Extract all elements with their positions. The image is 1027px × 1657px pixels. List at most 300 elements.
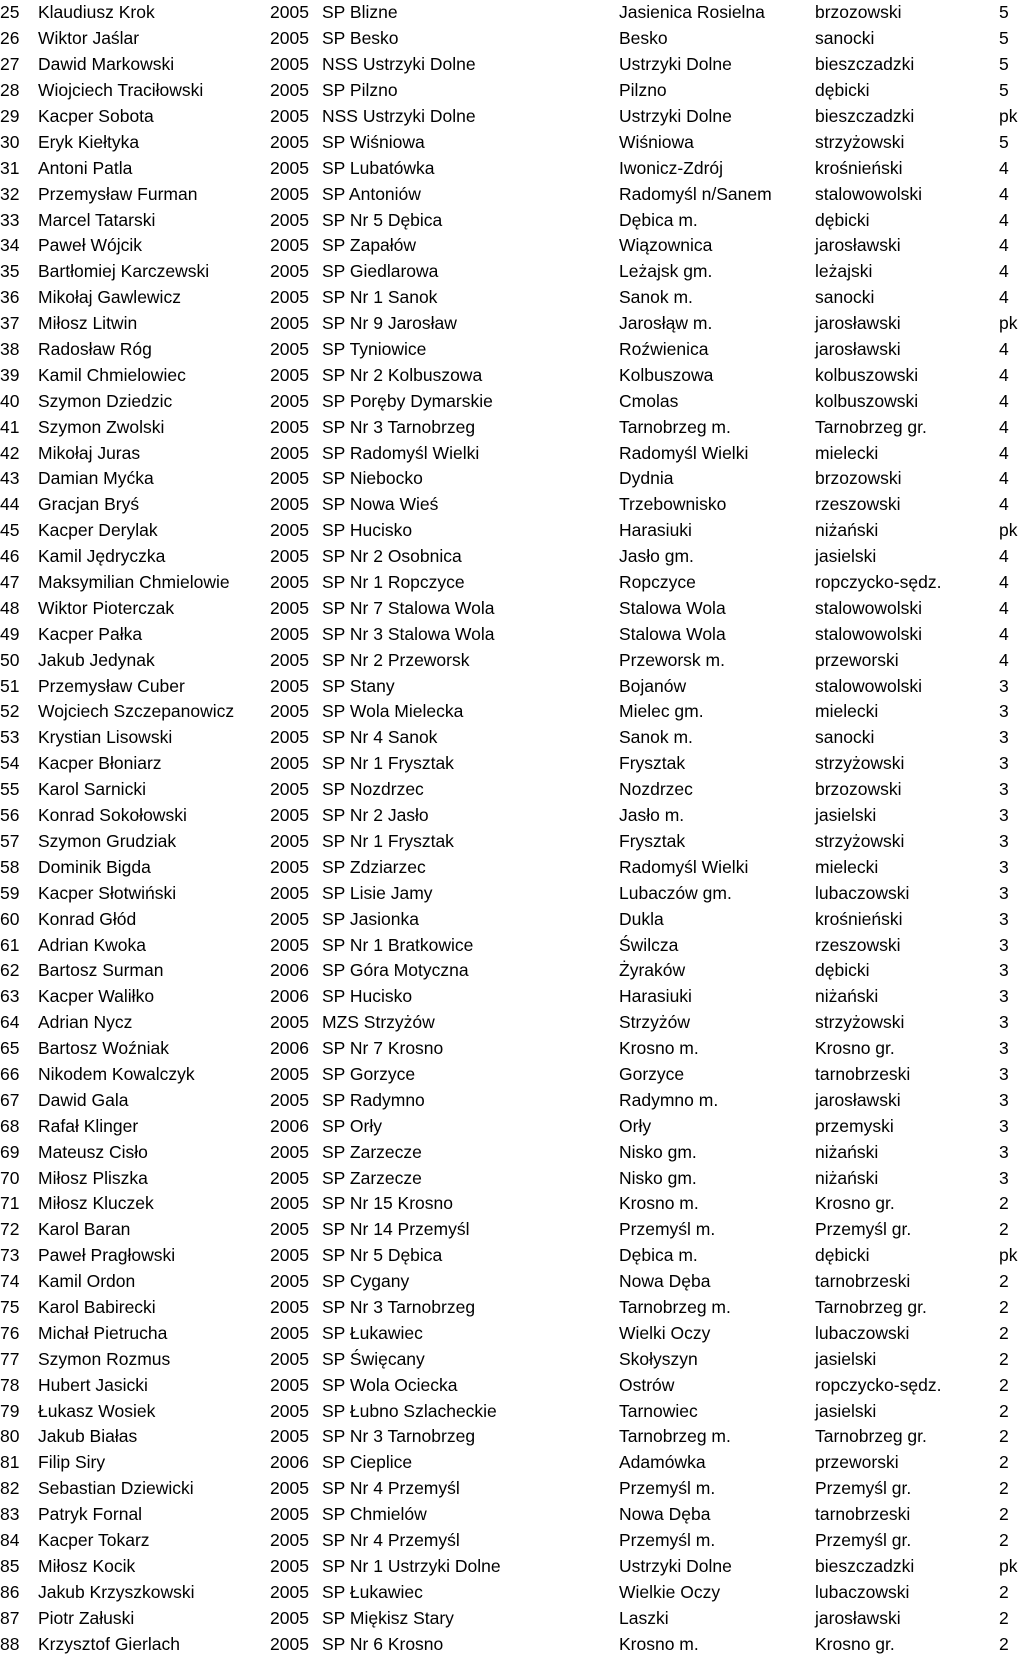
score-cell: 4 [999,390,1009,411]
school-cell: SP Nr 1 Frysztak [322,830,454,851]
table-row [0,544,1027,570]
birth-year-cell: 2005 [270,2,309,23]
county-cell: strzyżowski [815,830,905,851]
county-cell: jasielski [815,546,877,567]
county-cell: Krosno gr. [815,1633,895,1654]
score-cell: 2 [999,1426,1009,1447]
table-row [0,1476,1027,1502]
school-cell: NSS Ustrzyki Dolne [322,106,476,126]
town-cell: Dębica m. [619,1245,698,1266]
place-cell: 40 [0,390,20,411]
name-cell: Karol Sarnicki [38,779,146,800]
county-cell: bieszczadzki [815,106,915,126]
name-cell: Konrad Sokołowski [38,805,187,826]
birth-year-cell: 2005 [270,934,309,955]
birth-year-cell: 2006 [270,1115,309,1136]
school-cell: SP Nr 4 Przemyśl [322,1478,460,1499]
score-cell: 4 [999,494,1009,515]
table-row [0,932,1027,958]
table-row [0,466,1027,492]
county-cell: Tarnobrzeg gr. [815,1426,927,1447]
name-cell: Dawid Gala [38,1089,129,1110]
birth-year-cell: 2005 [270,468,309,489]
school-cell: SP Nr 2 Osobnica [322,546,462,567]
school-cell: SP Miękisz Stary [322,1607,454,1628]
score-cell: 2 [999,1271,1009,1292]
town-cell: Tarnobrzeg m. [619,1426,731,1447]
town-cell: Radomyśl Wielki [619,856,749,877]
name-cell: Bartosz Woźniak [38,1038,169,1059]
name-cell: Paweł Wójcik [38,235,143,256]
school-cell: SP Nowa Wieś [322,494,439,515]
table-row [0,259,1027,285]
place-cell: 78 [0,1374,20,1395]
score-cell: 5 [999,2,1009,23]
score-cell: 4 [999,572,1009,593]
score-cell: 4 [999,261,1009,282]
birth-year-cell: 2005 [270,80,309,101]
name-cell: Miłosz Pliszka [38,1167,148,1188]
county-cell: lubaczowski [815,882,910,903]
school-cell: SP Nozdrzec [322,779,424,800]
table-row [0,1372,1027,1398]
table-row [0,595,1027,621]
town-cell: Trzebownisko [619,494,727,515]
score-cell: 2 [999,1348,1009,1369]
place-cell: 55 [0,779,20,800]
table-row [0,1269,1027,1295]
birth-year-cell: 2005 [270,287,309,308]
score-cell: 5 [999,28,1009,49]
table-row [0,1113,1027,1139]
birth-year-cell: 2005 [270,675,309,696]
school-cell: SP Nr 7 Stalowa Wola [322,597,495,618]
table-row [0,1139,1027,1165]
place-cell: 71 [0,1193,20,1214]
name-cell: Karol Babirecki [38,1296,156,1317]
table-row [0,1036,1027,1062]
birth-year-cell: 2005 [270,416,309,437]
name-cell: Jakub Białas [38,1426,138,1447]
county-cell: kolbuszowski [815,390,919,411]
table-row [0,725,1027,751]
town-cell: Jasło gm. [619,546,694,567]
county-cell: jarosławski [815,235,901,256]
school-cell: SP Nr 3 Tarnobrzeg [322,1296,476,1317]
name-cell: Kamil Jędryczka [38,546,166,567]
town-cell: Ustrzyki Dolne [619,106,732,126]
county-cell: mielecki [815,701,879,722]
county-cell: kolbuszowski [815,364,919,385]
school-cell: SP Tyniowice [322,339,427,360]
county-cell: stalowowolski [815,675,922,696]
name-cell: Przemysław Cuber [38,675,185,696]
school-cell: SP Nr 3 Stalowa Wola [322,623,495,644]
school-cell: SP Radymno [322,1089,425,1110]
school-cell: SP Nr 1 Ustrzyki Dolne [322,1555,501,1576]
score-cell: 4 [999,235,1009,256]
town-cell: Bojanów [619,675,687,696]
table-row [0,958,1027,984]
table-row [0,906,1027,932]
place-cell: 82 [0,1478,20,1499]
county-cell: sanocki [815,287,875,308]
place-cell: 58 [0,856,20,877]
county-cell: jarosławski [815,1607,901,1628]
table-row [0,181,1027,207]
score-cell: 4 [999,364,1009,385]
table-row [0,854,1027,880]
score-cell: 3 [999,1012,1009,1033]
name-cell: Eryk Kiełtyka [38,131,140,152]
score-cell: 4 [999,442,1009,463]
name-cell: Kacper Sobota [38,106,154,126]
birth-year-cell: 2005 [270,1504,309,1525]
name-cell: Antoni Patla [38,157,133,178]
place-cell: 45 [0,520,20,541]
birth-year-cell: 2005 [270,649,309,670]
birth-year-cell: 2005 [270,779,309,800]
county-cell: jarosławski [815,339,901,360]
place-cell: 84 [0,1529,20,1550]
town-cell: Ustrzyki Dolne [619,1555,732,1576]
table-row [0,1062,1027,1088]
place-cell: 65 [0,1038,20,1059]
place-cell: 63 [0,986,20,1007]
town-cell: Besko [619,28,668,49]
table-row [0,1528,1027,1554]
score-cell: 4 [999,468,1009,489]
school-cell: SP Hucisko [322,986,413,1007]
birth-year-cell: 2005 [270,442,309,463]
score-cell: 4 [999,209,1009,230]
place-cell: 31 [0,157,20,178]
birth-year-cell: 2005 [270,805,309,826]
school-cell: SP Cygany [322,1271,410,1292]
place-cell: 42 [0,442,20,463]
town-cell: Dydnia [619,468,674,489]
birth-year-cell: 2005 [270,623,309,644]
table-row [0,311,1027,337]
county-cell: strzyżowski [815,131,905,152]
county-cell: przemyski [815,1115,894,1136]
town-cell: Laszki [619,1607,669,1628]
birth-year-cell: 2006 [270,986,309,1007]
birth-year-cell: 2005 [270,1271,309,1292]
name-cell: Szymon Dziedzic [38,390,173,411]
name-cell: Wiktor Pioterczak [38,597,175,618]
county-cell: tarnobrzeski [815,1504,911,1525]
name-cell: Mikołaj Juras [38,442,141,463]
school-cell: SP Besko [322,28,399,49]
table-row [0,1165,1027,1191]
town-cell: Dębica m. [619,209,698,230]
town-cell: Przemyśl m. [619,1529,716,1550]
table-row [0,104,1027,130]
birth-year-cell: 2005 [270,1633,309,1654]
place-cell: 47 [0,572,20,593]
birth-year-cell: 2005 [270,753,309,774]
town-cell: Przeworsk m. [619,649,725,670]
name-cell: Szymon Zwolski [38,416,165,437]
county-cell: mielecki [815,442,879,463]
town-cell: Harasiuki [619,986,692,1007]
school-cell: SP Cieplice [322,1452,413,1473]
table-row [0,880,1027,906]
county-cell: leżajski [815,261,873,282]
school-cell: SP Jasionka [322,908,419,929]
table-row [0,207,1027,233]
town-cell: Nisko gm. [619,1141,697,1162]
table-row [0,285,1027,311]
name-cell: Nikodem Kowalczyk [38,1063,195,1084]
name-cell: Gracjan Bryś [38,494,140,515]
score-cell: 3 [999,1167,1009,1188]
birth-year-cell: 2005 [270,183,309,204]
school-cell: SP Lubatówka [322,157,435,178]
town-cell: Przemyśl m. [619,1478,716,1499]
county-cell: przeworski [815,649,899,670]
school-cell: SP Lisie Jamy [322,882,433,903]
county-cell: stalowowolski [815,623,922,644]
school-cell: SP Łukawiec [322,1581,423,1602]
birth-year-cell: 2006 [270,960,309,981]
name-cell: Szymon Grudziak [38,830,177,851]
birth-year-cell: 2005 [270,390,309,411]
place-cell: 88 [0,1633,20,1654]
name-cell: Kamil Ordon [38,1271,136,1292]
school-cell: SP Nr 14 Przemyśl [322,1219,470,1240]
place-cell: 77 [0,1348,20,1369]
town-cell: Żyraków [619,960,686,981]
place-cell: 54 [0,753,20,774]
name-cell: Marcel Tatarski [38,209,156,230]
birth-year-cell: 2005 [270,28,309,49]
school-cell: SP Orły [322,1115,382,1136]
place-cell: 43 [0,468,20,489]
birth-year-cell: 2005 [270,261,309,282]
place-cell: 60 [0,908,20,929]
name-cell: Miłosz Kocik [38,1555,136,1576]
score-cell: 2 [999,1374,1009,1395]
birth-year-cell: 2005 [270,1478,309,1499]
town-cell: Cmolas [619,390,679,411]
score-cell: 4 [999,416,1009,437]
name-cell: Dominik Bigda [38,856,151,877]
school-cell: SP Nr 1 Sanok [322,287,438,308]
town-cell: Sanok m. [619,727,693,748]
table-row [0,1320,1027,1346]
place-cell: 69 [0,1141,20,1162]
score-cell: 4 [999,649,1009,670]
county-cell: niżański [815,1141,879,1162]
place-cell: 76 [0,1322,20,1343]
school-cell: SP Giedlarowa [322,261,439,282]
town-cell: Krosno m. [619,1633,699,1654]
name-cell: Dawid Markowski [38,54,175,75]
place-cell: 32 [0,183,20,204]
town-cell: Nisko gm. [619,1167,697,1188]
county-cell: krośnieński [815,157,903,178]
town-cell: Frysztak [619,830,686,851]
birth-year-cell: 2005 [270,1141,309,1162]
county-cell: brzozowski [815,468,902,489]
county-cell: Przemyśl gr. [815,1529,912,1550]
table-row [0,1579,1027,1605]
name-cell: Karol Baran [38,1219,131,1240]
table-row [0,52,1027,78]
school-cell: SP Nr 4 Sanok [322,727,438,748]
county-cell: niżański [815,1167,879,1188]
birth-year-cell: 2005 [270,597,309,618]
county-cell: jarosławski [815,1089,901,1110]
name-cell: Filip Siry [38,1452,106,1473]
name-cell: Sebastian Dziewicki [38,1478,194,1499]
town-cell: Harasiuki [619,520,692,541]
score-cell: 4 [999,157,1009,178]
name-cell: Miłosz Kluczek [38,1193,154,1214]
score-cell: 3 [999,1063,1009,1084]
score-cell: 2 [999,1529,1009,1550]
town-cell: Tarnobrzeg m. [619,416,731,437]
school-cell: SP Zarzecze [322,1141,422,1162]
county-cell: sanocki [815,727,875,748]
birth-year-cell: 2005 [270,1012,309,1033]
town-cell: Adamówka [619,1452,706,1473]
place-cell: 39 [0,364,20,385]
town-cell: Krosno m. [619,1038,699,1059]
score-cell: 3 [999,779,1009,800]
place-cell: 35 [0,261,20,282]
name-cell: Patryk Fornal [38,1504,143,1525]
county-cell: Krosno gr. [815,1038,895,1059]
place-cell: 36 [0,287,20,308]
table-row [0,1191,1027,1217]
town-cell: Dukla [619,908,664,929]
school-cell: SP Wola Ociecka [322,1374,458,1395]
school-cell: SP Nr 5 Dębica [322,209,443,230]
place-cell: 74 [0,1271,20,1292]
table-row [0,337,1027,363]
table-row [0,984,1027,1010]
school-cell: SP Nr 6 Krosno [322,1633,444,1654]
town-cell: Gorzyce [619,1063,685,1084]
place-cell: 53 [0,727,20,748]
place-cell: 70 [0,1167,20,1188]
county-cell: stalowowolski [815,597,922,618]
county-cell: stalowowolski [815,183,922,204]
school-cell: SP Nr 9 Jarosław [322,313,457,334]
school-cell: SP Blizne [322,2,398,23]
birth-year-cell: 2005 [270,1063,309,1084]
score-cell: 5 [999,54,1009,75]
birth-year-cell: 2005 [270,1529,309,1550]
name-cell: Konrad Głód [38,908,137,929]
birth-year-cell: 2005 [270,235,309,256]
school-cell: SP Nr 4 Przemyśl [322,1529,460,1550]
place-cell: 61 [0,934,20,955]
school-cell: SP Łubno Szlacheckie [322,1400,497,1421]
score-cell: pk [999,1245,1018,1266]
town-cell: Ostrów [619,1374,675,1395]
birth-year-cell: 2005 [270,1296,309,1317]
place-cell: 62 [0,960,20,981]
town-cell: Iwonicz-Zdrój [619,157,724,178]
town-cell: Stalowa Wola [619,597,726,618]
name-cell: Wiojciech Traciłowski [38,80,204,101]
county-cell: strzyżowski [815,1012,905,1033]
place-cell: 25 [0,2,20,23]
score-cell: 2 [999,1581,1009,1602]
school-cell: SP Nr 2 Kolbuszowa [322,364,483,385]
score-cell: 3 [999,1141,1009,1162]
table-row [0,1605,1027,1631]
birth-year-cell: 2005 [270,1167,309,1188]
name-cell: Mateusz Cisło [38,1141,148,1162]
table-row [0,1010,1027,1036]
birth-year-cell: 2005 [270,856,309,877]
birth-year-cell: 2005 [270,1089,309,1110]
score-cell: 3 [999,1115,1009,1136]
town-cell: Jasienica Rosielna [619,2,765,23]
table-row [0,1398,1027,1424]
score-cell: 4 [999,623,1009,644]
table-row [0,440,1027,466]
table-row [0,1217,1027,1243]
school-cell: SP Nr 5 Dębica [322,1245,443,1266]
place-cell: 51 [0,675,20,696]
place-cell: 85 [0,1555,20,1576]
town-cell: Roźwienica [619,339,709,360]
town-cell: Lubaczów gm. [619,882,732,903]
county-cell: brzozowski [815,779,902,800]
school-cell: SP Święcany [322,1348,425,1369]
name-cell: Jakub Krzyszkowski [38,1581,195,1602]
score-cell: 3 [999,1089,1009,1110]
school-cell: SP Gorzyce [322,1063,416,1084]
place-cell: 68 [0,1115,20,1136]
name-cell: Bartłomiej Karczewski [38,261,210,282]
town-cell: Tarnowiec [619,1400,698,1421]
score-cell: 2 [999,1219,1009,1240]
town-cell: Wiśniowa [619,131,694,152]
place-cell: 72 [0,1219,20,1240]
school-cell: SP Zapałów [322,235,417,256]
table-row [0,1295,1027,1321]
place-cell: 59 [0,882,20,903]
school-cell: SP Chmielów [322,1504,427,1525]
county-cell: Krosno gr. [815,1193,895,1214]
county-cell: rzeszowski [815,934,901,955]
county-cell: jasielski [815,805,877,826]
name-cell: Miłosz Litwin [38,313,138,334]
town-cell: Świlcza [619,934,679,955]
name-cell: Bartosz Surman [38,960,164,981]
place-cell: 28 [0,80,20,101]
score-cell: 5 [999,80,1009,101]
place-cell: 80 [0,1426,20,1447]
score-cell: 4 [999,339,1009,360]
birth-year-cell: 2005 [270,701,309,722]
place-cell: 46 [0,546,20,567]
score-cell: 2 [999,1452,1009,1473]
birth-year-cell: 2005 [270,1581,309,1602]
name-cell: Adrian Nycz [38,1012,133,1033]
name-cell: Krzysztof Gierlach [38,1633,180,1654]
table-row [0,803,1027,829]
place-cell: 27 [0,54,20,75]
town-cell: Frysztak [619,753,686,774]
